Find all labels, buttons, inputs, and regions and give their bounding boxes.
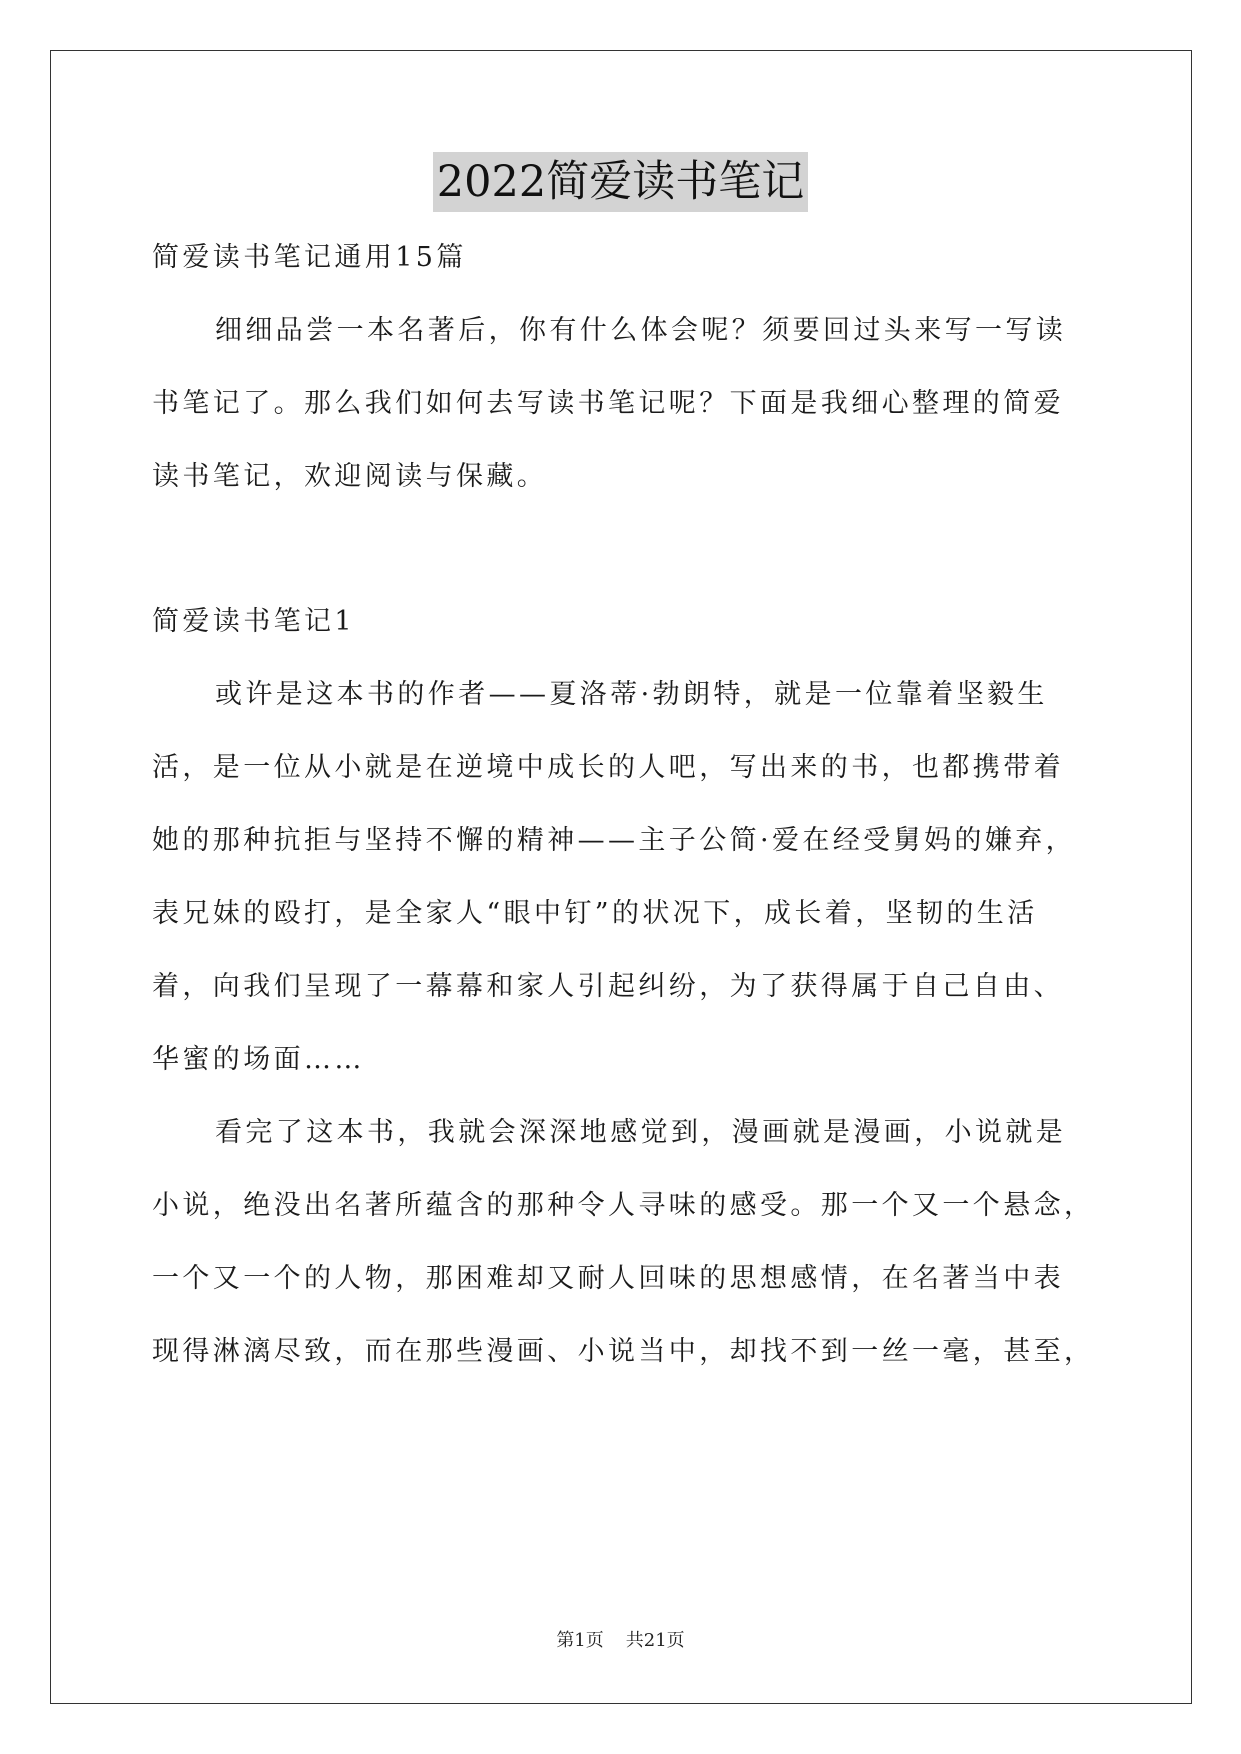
para2-line-1: 看完了这本书，我就会深深地感觉到，漫画就是漫画，小说就是 [215,1117,1067,1148]
para2-line-3: 一个又一个的人物，那困难却又耐人回味的思想感情，在名著当中表 [152,1263,1064,1294]
para1-line-5: 着，向我们呈现了一幕幕和家人引起纠纷，为了获得属于自己自由、 [152,971,1064,1002]
para1-line-6: 华蜜的场面…… [152,1044,365,1075]
document-subtitle: 简爱读书笔记通用15篇 [152,242,467,273]
intro-line-1: 细细品尝一本名著后，你有什么体会呢？须要回过头来写一写读 [215,315,1067,346]
para1-line-2: 活，是一位从小就是在逆境中成长的人吧，写出来的书，也都携带着 [152,752,1064,783]
para1-line-1: 或许是这本书的作者——夏洛蒂·勃朗特，就是一位靠着坚毅生 [215,679,1048,710]
para2-line-4: 现得淋漓尽致，而在那些漫画、小说当中，却找不到一丝一毫，甚至， [152,1336,1095,1367]
page-number-current: 第1页 [556,1630,604,1651]
page-number-total: 共21页 [625,1630,685,1651]
para2-line-2: 小说，绝没出名著所蕴含的那种令人寻味的感受。那一个又一个悬念， [152,1190,1095,1221]
intro-line-3: 读书笔记，欢迎阅读与保藏。 [152,461,548,492]
para1-line-3: 她的那种抗拒与坚持不懈的精神——主子公简·爱在经受舅妈的嫌弃， [152,825,1076,856]
section-heading: 简爱读书笔记1 [152,606,355,637]
page-border [50,50,1192,1704]
para1-line-4: 表兄妹的殴打，是全家人“眼中钉”的状况下，成长着，坚韧的生活 [152,898,1038,929]
page-footer [0,1628,1241,1654]
document-title: 2022简爱读书笔记 [433,152,808,212]
title-container [0,152,1241,212]
intro-line-2: 书笔记了。那么我们如何去写读书笔记呢？下面是我细心整理的简爱 [152,388,1064,419]
